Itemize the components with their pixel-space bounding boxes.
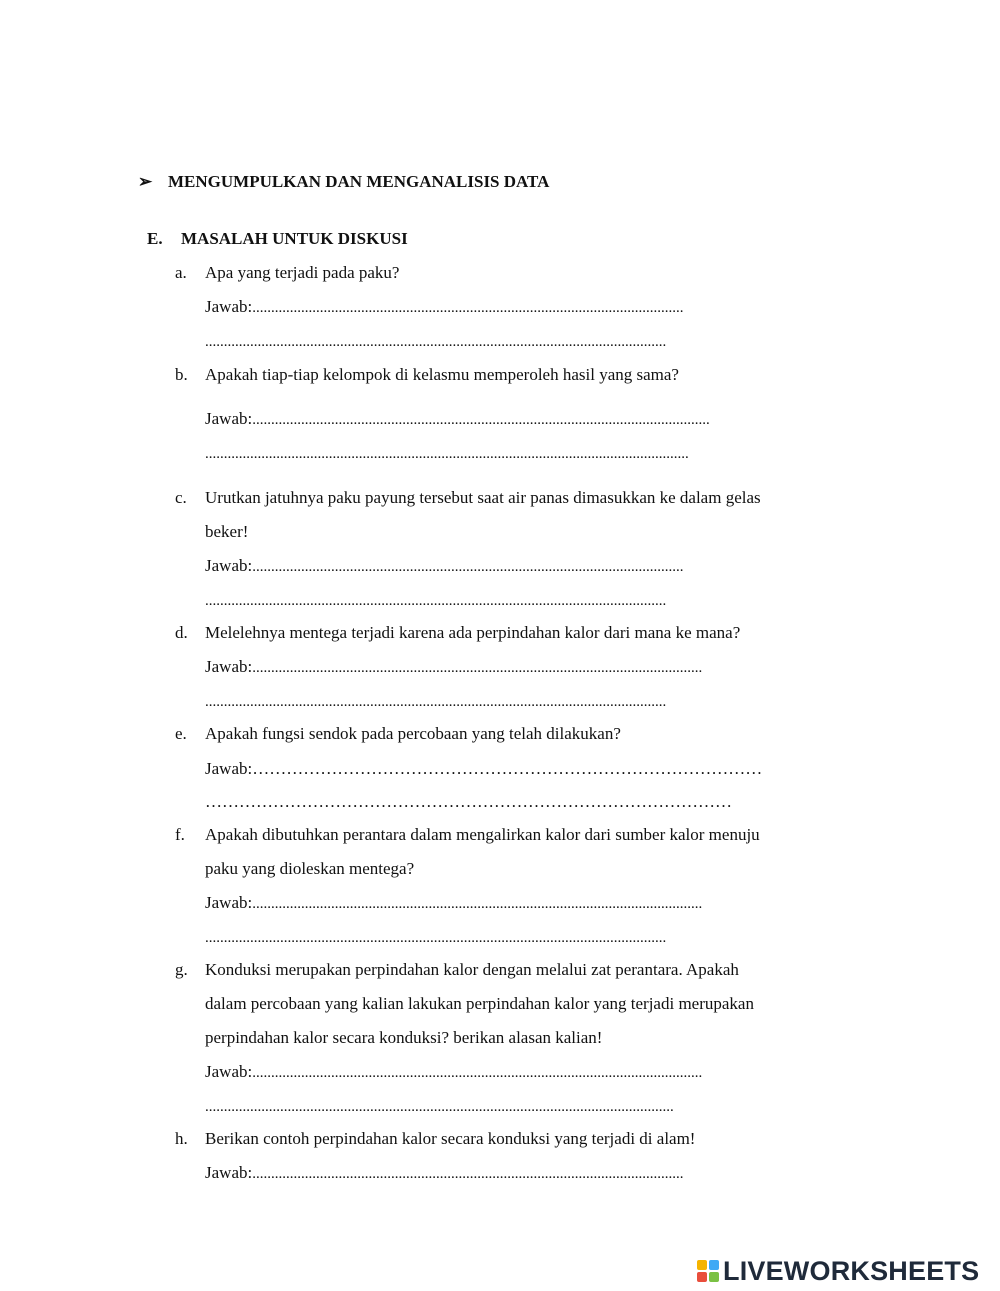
logo-square xyxy=(697,1272,707,1282)
answer-line[interactable] xyxy=(205,657,702,678)
logo-mark-icon xyxy=(697,1260,719,1282)
answer-dots: .......................................................................................................................... xyxy=(252,412,710,428)
answer-dots: ........................................................................................................................ xyxy=(252,1065,703,1081)
answer-dots: ........................................................................................................................ xyxy=(252,896,703,912)
question-text: Apa yang terjadi pada paku? xyxy=(205,263,400,282)
question-text: Berikan contoh perpindahan kalor secara konduksi yang terjadi di alam! xyxy=(205,1129,696,1148)
answer-dots[interactable]: ........................................................................................................................... xyxy=(205,694,667,710)
answer-dots[interactable]: ………………………………………………………………………………… xyxy=(205,792,732,811)
answer-dots: ................................................................................................................... xyxy=(252,300,684,316)
section-heading: MENGUMPULKAN DAN MENGANALISIS DATA xyxy=(168,172,550,191)
question-text: paku yang dioleskan mentega? xyxy=(205,859,415,878)
question-letter: f. xyxy=(175,825,185,844)
answer-label: Jawab: xyxy=(205,409,253,428)
answer-dots: ................................................................................................................... xyxy=(252,559,684,575)
logo-text: LIVEWORKSHEETS xyxy=(723,1255,980,1286)
answer-dots[interactable]: ........................................................................................................................... xyxy=(205,930,667,946)
question-letter: d. xyxy=(175,623,188,642)
answer-dots: ……………………………………………………………………………… xyxy=(252,759,763,778)
question-letter: a. xyxy=(175,263,187,282)
logo-square xyxy=(709,1260,719,1270)
answer-dots[interactable]: ........................................................................................................................... xyxy=(205,593,667,609)
answer-dots[interactable]: ................................................................................................................................. xyxy=(205,446,689,462)
answer-label: Jawab: xyxy=(205,556,253,575)
answer-dots: ........................................................................................................................ xyxy=(252,660,703,676)
discussion-title: MASALAH UNTUK DISKUSI xyxy=(181,229,408,248)
answer-line[interactable] xyxy=(205,1062,702,1083)
question-text: Melelehnya mentega terjadi karena ada perpindahan kalor dari mana ke mana? xyxy=(205,623,741,642)
question-text: Apakah fungsi sendok pada percobaan yang telah dilakukan? xyxy=(205,724,621,743)
answer-label: Jawab: xyxy=(205,893,253,912)
question-letter: e. xyxy=(175,724,187,743)
logo-square xyxy=(709,1272,719,1282)
answer-line[interactable] xyxy=(205,1163,683,1184)
bullet-arrow-icon: ➢ xyxy=(138,172,153,191)
question-letter: b. xyxy=(175,365,188,384)
question-letter: h. xyxy=(175,1129,188,1148)
question-text: dalam percobaan yang kalian lakukan perpindahan kalor yang terjadi merupakan xyxy=(205,994,754,1013)
question-letter: g. xyxy=(175,960,188,979)
answer-label: Jawab: xyxy=(205,759,253,778)
answer-line[interactable] xyxy=(205,409,710,430)
answer-line[interactable] xyxy=(205,893,702,914)
question-text: Konduksi merupakan perpindahan kalor dengan melalui zat perantara. Apakah xyxy=(205,960,739,979)
question-text: beker! xyxy=(205,522,249,541)
discussion-letter: E. xyxy=(147,229,163,248)
question-text: Apakah tiap-tiap kelompok di kelasmu memperoleh hasil yang sama? xyxy=(205,365,679,384)
question-text: Urutkan jatuhnya paku payung tersebut saat air panas dimasukkan ke dalam gelas xyxy=(205,488,761,507)
answer-label: Jawab: xyxy=(205,297,253,316)
question-letter: c. xyxy=(175,488,187,507)
answer-label: Jawab: xyxy=(205,1163,253,1182)
answer-line[interactable] xyxy=(205,297,683,318)
answer-dots[interactable]: ............................................................................................................................. xyxy=(205,1099,674,1115)
answer-dots[interactable]: ........................................................................................................................... xyxy=(205,334,667,350)
answer-label: Jawab: xyxy=(205,1062,253,1081)
question-text: perpindahan kalor secara konduksi? berikan alasan kalian! xyxy=(205,1028,603,1047)
question-text: Apakah dibutuhkan perantara dalam mengalirkan kalor dari sumber kalor menuju xyxy=(205,825,760,844)
answer-label: Jawab: xyxy=(205,657,253,676)
liveworksheets-logo xyxy=(697,1254,979,1288)
answer-dots: ................................................................................................................... xyxy=(252,1166,684,1182)
answer-line[interactable] xyxy=(205,759,762,779)
answer-line[interactable] xyxy=(205,556,683,577)
logo-square xyxy=(697,1260,707,1270)
